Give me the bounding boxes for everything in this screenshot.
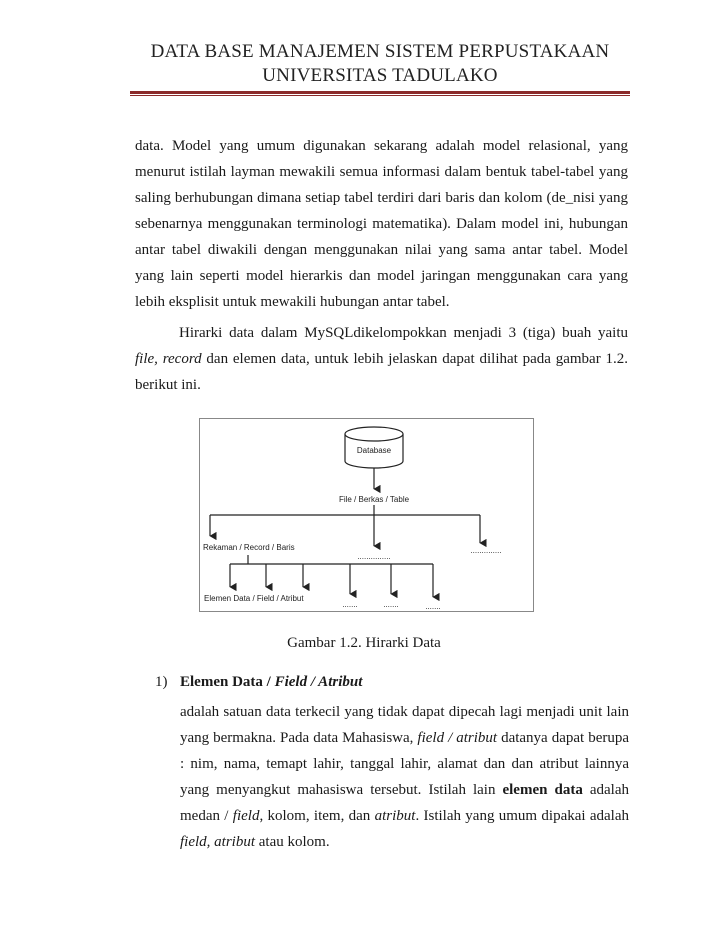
header-rule-thick: [130, 91, 630, 94]
body-italic-3: atribut: [374, 808, 416, 824]
record-label: Rekaman / Record / Baris: [203, 543, 295, 552]
data-hierarchy-diagram: [200, 419, 533, 611]
section-heading-italic: Field / Atribut: [274, 674, 363, 690]
body-italic-2: field: [232, 808, 260, 824]
paragraph2-text-1: Hirarki data dalam MySQLdikelompokkan menjadi 3 (tiga) buah yaitu: [179, 325, 628, 341]
section-heading: [180, 674, 362, 691]
paragraph2-file-italic: file,: [135, 351, 158, 367]
header-rule-thin: [130, 95, 630, 96]
body-text-4: , kolom, item, dan: [259, 808, 375, 824]
body-text-2: datanya dapat berupa : nim, nama, temapt lahir, tanggal lahir, alamat dan dan atribut lainnya yang menyangkut mahasiswa tersebut. Istilah lain: [180, 730, 630, 798]
paragraph2-text-2: dan elemen data, untuk lebih jelaskan dapat dilihat pada gambar 1.2. berikut ini.: [135, 351, 629, 393]
field-dots-3: .......: [425, 602, 441, 611]
paragraph-relational-model: data. Model yang umum digunakan sekarang adalah model relasional, yang menurut istilah layman mewakili semua informasi dalam bentuk tabel-tabel yang saling berhubungan dimana setiap tabel terdiri dari baris dan kolom (de_nisi yang sebenarnya menggunakan terminologi matematika). Dalam model ini, hubungan antar tabel diwakili dengan menggunakan nilai yang sama antar tabel. Model yang lain seperti model hierarkis dan model jaringan menggunakan cara yang lebih eksplisit untuk mewakili hubungan antar tabel.: [135, 138, 628, 310]
header-title-line1: DATA BASE MANAJEMEN SISTEM PERPUSTAKAAN: [150, 41, 610, 62]
section-body: [180, 699, 629, 855]
field-dots-1: .......: [342, 600, 358, 609]
body-text-6: atau kolom.: [255, 834, 330, 850]
body-italic-4: field, atribut: [180, 834, 255, 850]
field-dots-2: .......: [383, 600, 399, 609]
body-bold-1: elemen data: [502, 782, 583, 798]
page-header: [130, 40, 630, 88]
database-label: Database: [356, 446, 392, 455]
file-label: File / Berkas / Table: [338, 495, 410, 504]
figure-caption: Gambar 1.2. Hirarki Data: [287, 635, 441, 651]
body-text-1: adalah satuan data terkecil yang tidak dapat dipecah lagi menjadi unit lain yang bermakna. Pada data Mahasiswa,: [180, 704, 629, 746]
paragraph2-record-italic: record: [162, 351, 202, 367]
body-text-5: . Istilah yang umum dipakai adalah: [415, 808, 630, 824]
record-dots-2: ..............: [470, 546, 502, 555]
field-label: Elemen Data / Field / Atribut: [204, 594, 304, 603]
body-text-3: adalah medan /: [180, 782, 629, 824]
data-hierarchy-figure: [199, 418, 534, 612]
header-title-line2: UNIVERSITAS TADULAKO: [262, 65, 498, 86]
list-number: 1): [155, 674, 168, 690]
section-heading-bold: Elemen Data /: [180, 674, 275, 690]
record-dots-1: ...............: [357, 552, 391, 561]
body-italic-1: field / atribut: [417, 730, 498, 746]
paragraph-data-hierarchy: [135, 320, 628, 398]
